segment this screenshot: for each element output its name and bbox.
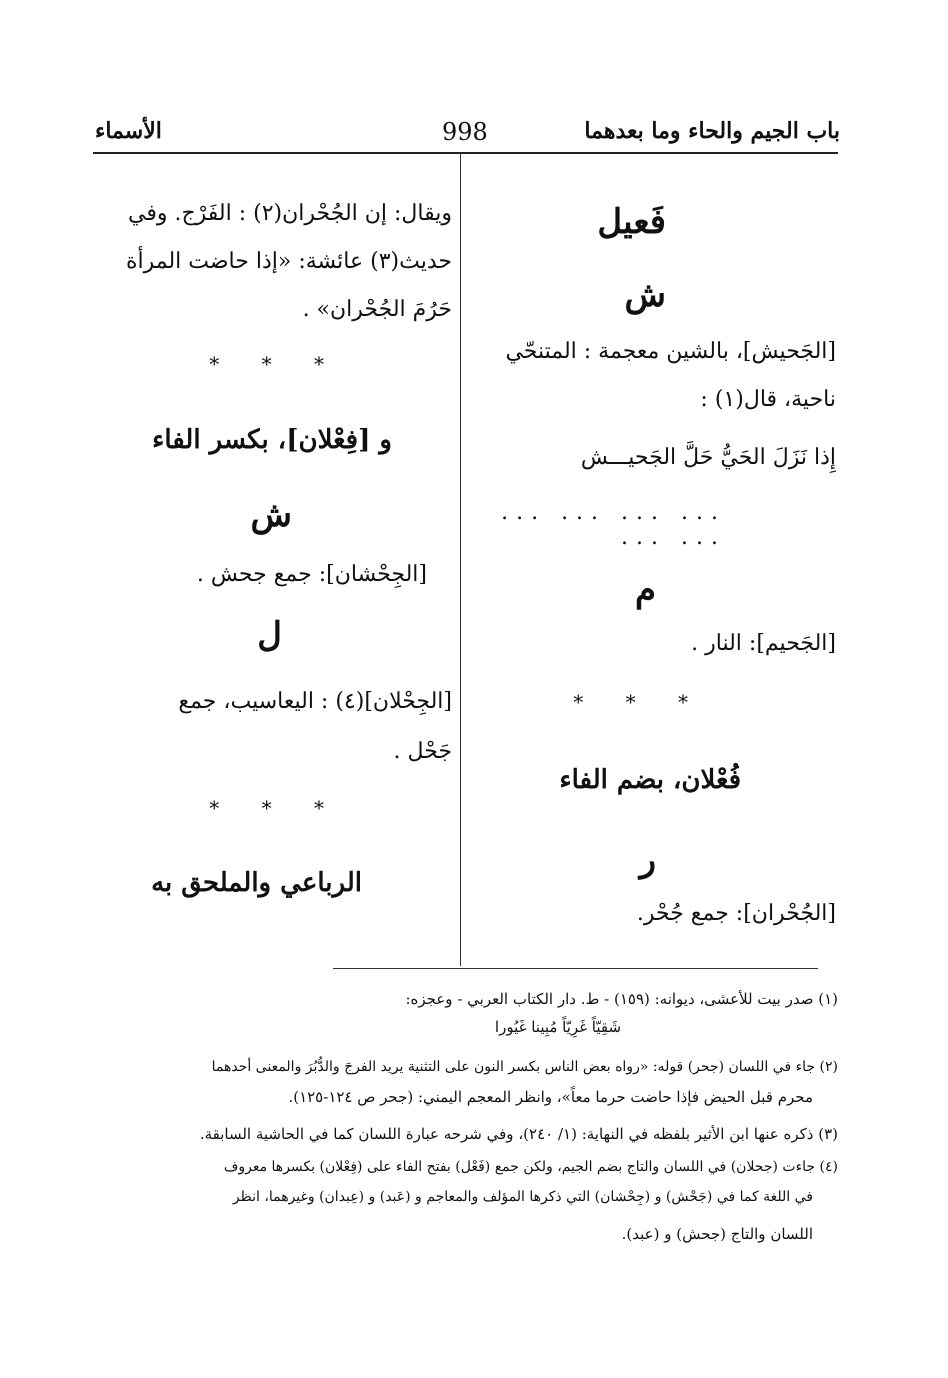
letter-heading: م <box>634 570 656 610</box>
entry-line: ويقال: إن الجُحْران(٢) : الفَرْج. وفي <box>127 201 452 226</box>
section-heading: الرباعي والملحق به <box>151 868 362 898</box>
footnote-verse: شَقِيّاً غَرِيّاً مُبِينا غَيُورا <box>494 1018 622 1036</box>
footnote-rule <box>333 968 818 969</box>
footnote-line: اللسان والتاج (جحش) و (عبد). <box>621 1225 813 1243</box>
footnote-line: (٤) جاءت (جحلان) في اللسان والتاج بضم الجيم، ولكن جمع (فَعْل) بفتح الفاء على (فِعْلان) بكسرها معروف <box>223 1159 838 1175</box>
section-title: الأسماء <box>95 118 162 144</box>
separator-stars: * * * <box>573 690 706 714</box>
separator-stars: * * * <box>209 352 342 376</box>
footnote-line: محرم قبل الحيض فإذا حاضت حرما معاً»، وانظر المعجم اليمني: (جحر ص ١٢٤-١٢٥). <box>288 1088 813 1106</box>
separator-stars: * * * <box>209 796 342 820</box>
letter-heading: ش <box>250 495 292 535</box>
entry-line: [الجُحْران]: جمع جُحْر. <box>636 901 836 926</box>
footnote-line: في اللغة كما في (جَحْش) و (جِحْشان) التي ذكرها المؤلف والمعاجم و (عَبد) و (عِبدان) وغيرهما، انظر <box>232 1189 813 1205</box>
verse-line: إِذا نَزَلَ الحَيُّ حَلَّ الجَحيـــش <box>580 445 836 470</box>
pattern-heading: فُعْلان، بضم الفاء <box>559 765 741 795</box>
entry-line: حَرُمَ الجُحْران» . <box>302 297 452 322</box>
entry-line: [الجِحْشان]: جمع جحش . <box>196 562 427 587</box>
entry-line: جَحْل . <box>393 739 452 764</box>
footnote-line: (٢) جاء في اللسان (جحر) قوله: «رواه بعض الناس بكسر النون على التثنية يريد الفرجَ والدُّبُرَ والمعنى أحدهما <box>211 1059 838 1075</box>
page-number: 998 <box>442 118 488 146</box>
column-divider <box>460 154 461 966</box>
ellipsis: ... ... ... ... ... ... <box>501 500 726 550</box>
footnote-line: (٣) ذكره عنها ابن الأثير بلفظه في النهاية: (١/ ٢٤٠)، وفي شرحه عبارة اللسان كما في الحاشية السابقة. <box>199 1125 838 1143</box>
footnote-line: (١) صدر بيت للأعشى، ديوانه: (١٥٩) - ط. دار الكتاب العربي - وعجزه: <box>405 990 838 1008</box>
pattern-heading: و [فِعْلان]، بكسر الفاء <box>152 425 392 455</box>
entry-line: [الجَحيش]، بالشين معجمة : المتنحّي <box>505 339 836 364</box>
entry-line: ناحية، قال(١) : <box>700 387 836 412</box>
chapter-title: باب الجيم والحاء وما بعدهما <box>584 118 840 144</box>
pattern-heading: فَعيل <box>597 202 666 242</box>
letter-heading: ش <box>624 275 666 315</box>
entry-line: حديث(٣) عائشة: «إذا حاضت المرأة <box>125 249 452 274</box>
letter-heading: ر <box>639 840 656 880</box>
letter-heading: ل <box>257 615 282 655</box>
header-rule <box>93 152 838 154</box>
entry-line: [الجَحيم]: النار . <box>691 631 836 656</box>
entry-line: [الجِحْلان](٤) : اليعاسيب، جمع <box>178 689 452 714</box>
